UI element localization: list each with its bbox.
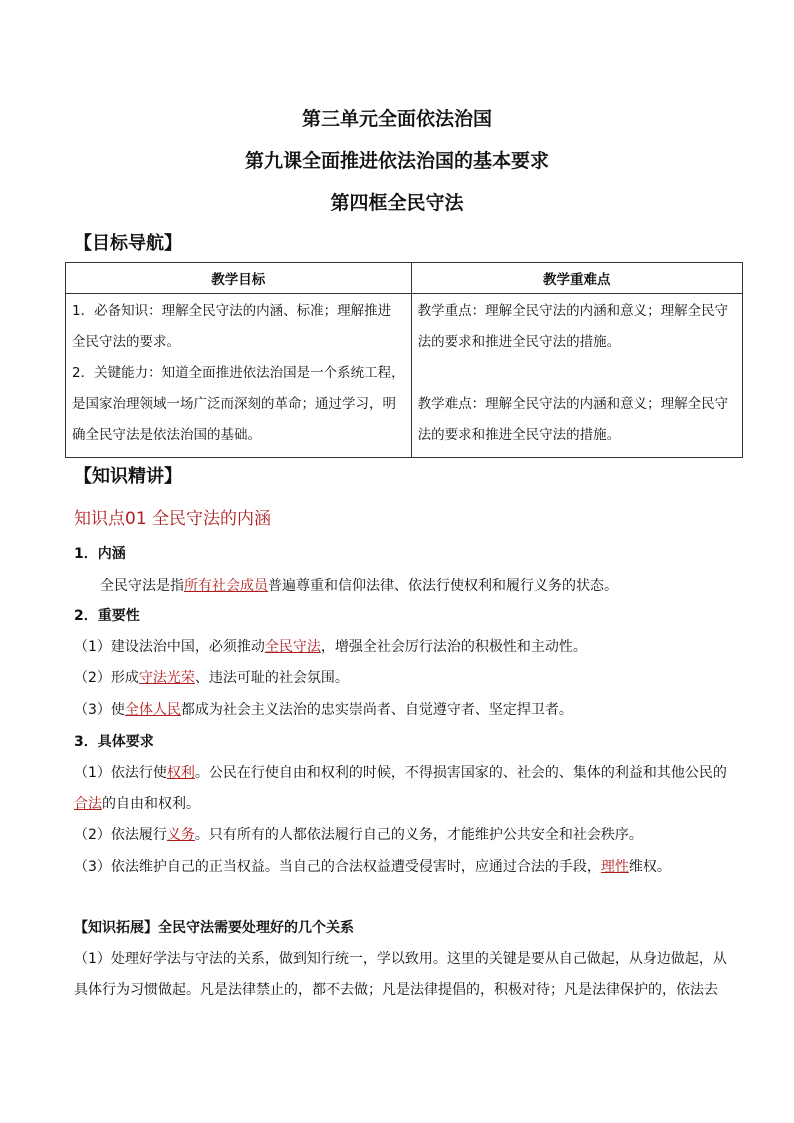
- knowledge-point-01-title: 知识点01 全民守法的内涵: [74, 509, 272, 529]
- importance-heading: 2．重要性: [74, 608, 140, 624]
- extension-line-2: 具体行为习惯做起。凡是法律禁止的，都不去做；凡是法律提倡的，积极对待；凡是法律保护的，依法去: [74, 982, 718, 998]
- key-points-header: 教学重难点: [411, 263, 742, 294]
- importance-item-2: （2）形成守法光荣、违法可耻的社会氛围。: [74, 670, 349, 686]
- requirement-item-2: （2）依法履行义务。只有所有的人都依法履行自己的义务，才能维护公共安全和社会秩序。: [74, 827, 643, 843]
- goal-line: 确全民守法是依法治国的基础。: [72, 427, 261, 443]
- goal-line: 全民守法的要求。: [72, 334, 180, 350]
- requirement-item-1-cont: 合法的自由和权利。: [74, 796, 200, 812]
- keyword: 理性: [600, 859, 629, 875]
- goals-table: [65, 262, 743, 458]
- keyword: 所有社会成员: [184, 578, 268, 594]
- lesson-title: 第九课全面推进依法治国的基本要求: [244, 150, 549, 172]
- requirement-item-1: （1）依法行使权利。公民在行使自由和权利的时候，不得损害国家的、社会的、集体的利益和其他公民的: [74, 765, 727, 781]
- extension-title: 全民守法需要处理好的几个关系: [158, 920, 354, 936]
- key-point-line: 教学难点：理解全民守法的内涵和意义；理解全民守: [417, 396, 729, 412]
- importance-item-3: （3）使全体人民都成为社会主义法治的忠实崇尚者、自觉遵守者、坚定捍卫者。: [74, 702, 573, 718]
- keyword: 守法光荣: [138, 670, 195, 686]
- key-point-line: [418, 358, 736, 389]
- extension-line-1: （1）处理好学法与守法的关系，做到知行统一，学以致用。这里的关键是要从自己做起，从身边做起，从: [74, 951, 727, 967]
- extension-heading: [74, 917, 354, 937]
- connotation-text: 全民守法是指所有社会成员普遍尊重和信仰法律、依法行使权利和履行义务的状态。: [100, 578, 618, 594]
- key-points-cell: [411, 294, 742, 458]
- keyword: 权利: [166, 765, 195, 781]
- goal-line: 1．必备知识：理解全民守法的内涵、标准；理解推进: [72, 303, 392, 319]
- connotation-heading: 1．内涵: [74, 546, 126, 562]
- requirements-heading: 3．具体要求: [74, 734, 154, 750]
- goal-line: 是国家治理领域一场广泛而深刻的革命；通过学习，明: [72, 396, 396, 412]
- keyword: 合法: [74, 796, 102, 812]
- key-point-line: 教学重点：理解全民守法的内涵和意义；理解全民守: [417, 303, 729, 319]
- goals-header: 教学目标: [66, 263, 412, 294]
- unit-title: 第三单元全面依法治国: [301, 108, 492, 130]
- requirement-item-3: （3）依法维护自己的正当权益。当自己的合法权益遭受侵害时，应通过合法的手段，理性维权。: [74, 859, 671, 875]
- knowledge-heading: 【知识精讲】: [74, 466, 182, 487]
- extension-tag: 【知识拓展】: [74, 920, 158, 936]
- keyword: 义务: [166, 827, 195, 843]
- goals-cell: [66, 294, 412, 458]
- section-title: 第四框全民守法: [330, 192, 464, 214]
- key-point-line: 法的要求和推进全民守法的措施。: [417, 427, 621, 443]
- importance-item-1: （1）建设法治中国，必须推动全民守法，增强全社会厉行法治的积极性和主动性。: [74, 639, 587, 655]
- keyword: 全体人民: [124, 702, 181, 718]
- keyword: 全民守法: [264, 639, 321, 655]
- goal-line: 2．关键能力：知道全面推进依法治国是一个系统工程，: [72, 365, 405, 381]
- key-point-line: 法的要求和推进全民守法的措施。: [417, 334, 621, 350]
- goal-nav-heading: 【目标导航】: [74, 233, 182, 254]
